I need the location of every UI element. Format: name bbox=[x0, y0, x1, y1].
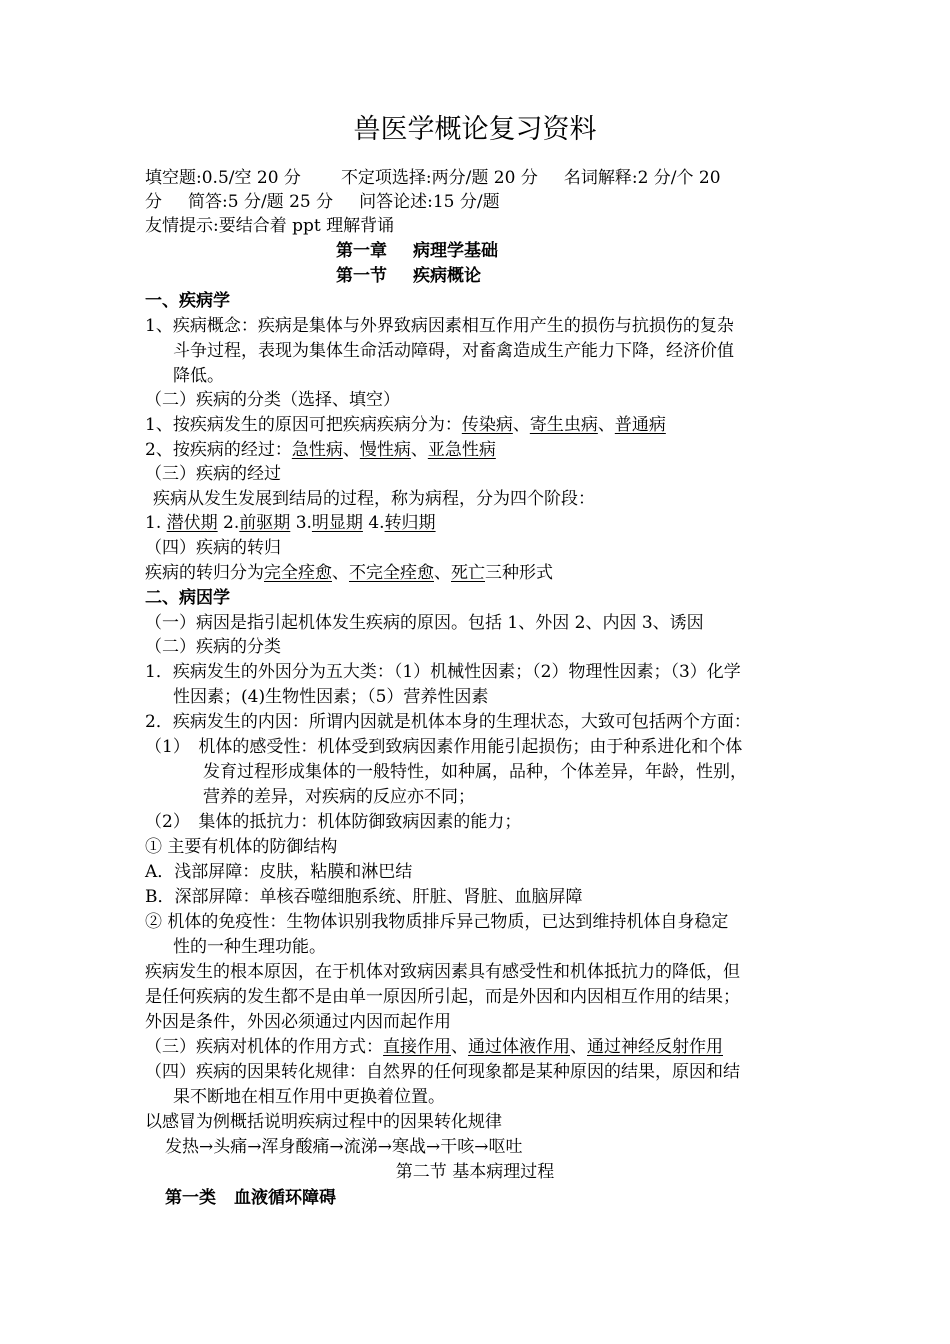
num: 4. bbox=[368, 513, 385, 533]
chapter-title: 病理学基础 bbox=[413, 241, 498, 261]
separator: 、 bbox=[410, 440, 428, 460]
susceptibility-line-3: 营养的差异，对疾病的反应亦不同； bbox=[203, 787, 475, 807]
text: （三）疾病对机体的作用方式： bbox=[145, 1037, 383, 1057]
immunity-line-2: 性的一种生理功能。 bbox=[173, 937, 326, 957]
term-subacute: 亚急性病 bbox=[427, 440, 496, 460]
defense-structure: ① 主要有机体的防御结构 bbox=[145, 837, 338, 857]
text: 三种形式 bbox=[485, 563, 553, 583]
resistance-line: （2） 集体的抵抗力：机体防御致病因素的能力； bbox=[145, 812, 522, 832]
immunity-line-1: ② 机体的免疫性：生物体识别我物质排斥异己物质，已达到维持机体自身稳定 bbox=[145, 912, 729, 932]
term-full-recovery: 完全痊愈 bbox=[264, 563, 332, 583]
section-heading-2: 第二节 基本病理过程 bbox=[395, 1162, 555, 1182]
category-number: 第一类 bbox=[165, 1188, 216, 1208]
susceptibility-line-1: （1） 机体的感受性：机体受到致病因素作用能引起损伤；由于种系进化和个体 bbox=[145, 737, 743, 757]
term-outcome: 转归期 bbox=[384, 513, 436, 533]
outcome-heading: （四）疾病的转归 bbox=[145, 538, 281, 558]
classification-by-cause bbox=[145, 414, 666, 436]
scoring-line-2 bbox=[145, 191, 500, 213]
term-common: 普通病 bbox=[614, 415, 666, 435]
classification-heading: （二）疾病的分类（选择、填空） bbox=[145, 390, 400, 410]
example-prompt: 以感冒为例概括说明疾病过程中的因果转化规律 bbox=[145, 1112, 502, 1132]
concept-line-3: 降低。 bbox=[173, 366, 224, 386]
section-title: 疾病概论 bbox=[413, 266, 481, 286]
section-heading-1 bbox=[336, 265, 481, 287]
score-essay: 问答论述:15 分/题 bbox=[359, 192, 500, 212]
term-humoral: 通过体液作用 bbox=[468, 1037, 570, 1057]
term-apparent: 明显期 bbox=[311, 513, 363, 533]
heading-etiology: 二、病因学 bbox=[145, 588, 230, 608]
classification-by-course bbox=[145, 439, 496, 461]
category-heading bbox=[165, 1187, 336, 1209]
course-text: 疾病从发生发展到结局的过程，称为病程，分为四个阶段： bbox=[153, 489, 595, 509]
score-fill-blank: 填空题:0.5/空 20 分 bbox=[145, 168, 301, 188]
separator: 、 bbox=[332, 563, 349, 583]
root-cause-line-1: 疾病发生的根本原因，在于机体对致病因素具有感受性和机体抵抗力的降低，但 bbox=[145, 962, 740, 982]
document-title: 兽医学概论复习资料 bbox=[353, 114, 597, 145]
term-incubation: 潜伏期 bbox=[166, 513, 218, 533]
score-short-answer: 简答:5 分/题 25 分 bbox=[188, 192, 334, 212]
stages-line bbox=[145, 512, 436, 534]
external-causes-line-2: 性因素；(4)生物性因素；（5）营养性因素 bbox=[173, 687, 489, 707]
separator: 、 bbox=[342, 440, 360, 460]
separator: 、 bbox=[570, 1037, 587, 1057]
superficial-barrier: A．浅部屏障：皮肤，粘膜和淋巴结 bbox=[145, 862, 413, 882]
root-cause-line-2: 是任何疾病的发生都不是由单一原因所引起，而是外因和内因相互作用的结果； bbox=[145, 987, 740, 1007]
separator: 、 bbox=[451, 1037, 468, 1057]
score-unit: 分 bbox=[145, 192, 162, 212]
term-infectious: 传染病 bbox=[461, 415, 513, 435]
outcome-line bbox=[145, 562, 553, 584]
num: 1. bbox=[145, 513, 162, 533]
term-parasitic: 寄生虫病 bbox=[529, 415, 598, 435]
concept-line-1: 1、疾病概念：疾病是集体与外界致病因素相互作用产生的损伤与抗损伤的复杂 bbox=[145, 316, 734, 336]
separator: 、 bbox=[597, 415, 615, 435]
scoring-line-1 bbox=[145, 167, 721, 189]
root-cause-line-3: 外因是条件，外因必须通过内因而起作用 bbox=[145, 1012, 451, 1032]
concept-line-2: 斗争过程，表现为集体生命活动障碍，对畜禽造成生产能力下降，经济价值 bbox=[173, 341, 734, 361]
causal-chain: 发热→头痛→浑身酸痛→流涕→寒战→干咳→呕吐 bbox=[165, 1137, 523, 1157]
cause-definition: （一）病因是指引起机体发生疾病的原因。包括 1、外因 2、内因 3、诱因 bbox=[145, 613, 704, 633]
term-direct: 直接作用 bbox=[383, 1037, 451, 1057]
course-heading: （三）疾病的经过 bbox=[145, 464, 281, 484]
heading-nosology: 一、疾病学 bbox=[145, 291, 230, 311]
deep-barrier: B．深部屏障：单核吞噬细胞系统、肝脏、肾脏、血脑屏障 bbox=[145, 887, 583, 907]
action-modes-line bbox=[145, 1036, 723, 1058]
susceptibility-line-2: 发育过程形成集体的一般特性，如种属，品种，个体差异，年龄，性别， bbox=[203, 762, 747, 782]
text: 疾病的转归分为 bbox=[145, 563, 264, 583]
text: 1、按疾病发生的原因可把疾病疾病分为： bbox=[145, 415, 462, 435]
term-death: 死亡 bbox=[451, 563, 485, 583]
num: 2. bbox=[223, 513, 240, 533]
term-acute: 急性病 bbox=[291, 440, 343, 460]
section-number: 第一节 bbox=[336, 266, 387, 286]
separator: 、 bbox=[434, 563, 451, 583]
internal-causes: 2．疾病发生的内因：所谓内因就是机体本身的生理状态，大致可包括两个方面： bbox=[145, 712, 751, 732]
causal-rule-line-1: （四）疾病的因果转化规律：自然界的任何现象都是某种原因的结果，原因和结 bbox=[145, 1062, 740, 1082]
separator: 、 bbox=[512, 415, 530, 435]
score-term-explanation: 名词解释:2 分/个 20 bbox=[563, 168, 721, 188]
causal-rule-line-2: 果不断地在相互作用中更换着位置。 bbox=[173, 1087, 445, 1107]
external-causes-line-1: 1．疾病发生的外因分为五大类：（1）机械性因素；（2）物理性因素；（3）化学 bbox=[145, 662, 741, 682]
term-chronic: 慢性病 bbox=[359, 440, 411, 460]
term-incomplete-recovery: 不完全痊愈 bbox=[349, 563, 434, 583]
friendly-tip: 友情提示:要结合着 ppt 理解背诵 bbox=[145, 216, 395, 236]
text: 2、按疾病的经过： bbox=[145, 440, 292, 460]
cause-classification-heading: （二）疾病的分类 bbox=[145, 637, 281, 657]
chapter-number: 第一章 bbox=[336, 241, 387, 261]
term-neural-reflex: 通过神经反射作用 bbox=[587, 1037, 723, 1057]
category-title: 血液循环障碍 bbox=[234, 1188, 336, 1208]
score-multiple-choice: 不定项选择:两分/题 20 分 bbox=[340, 168, 538, 188]
term-prodromal: 前驱期 bbox=[239, 513, 291, 533]
chapter-heading bbox=[336, 240, 498, 262]
num: 3. bbox=[295, 513, 312, 533]
